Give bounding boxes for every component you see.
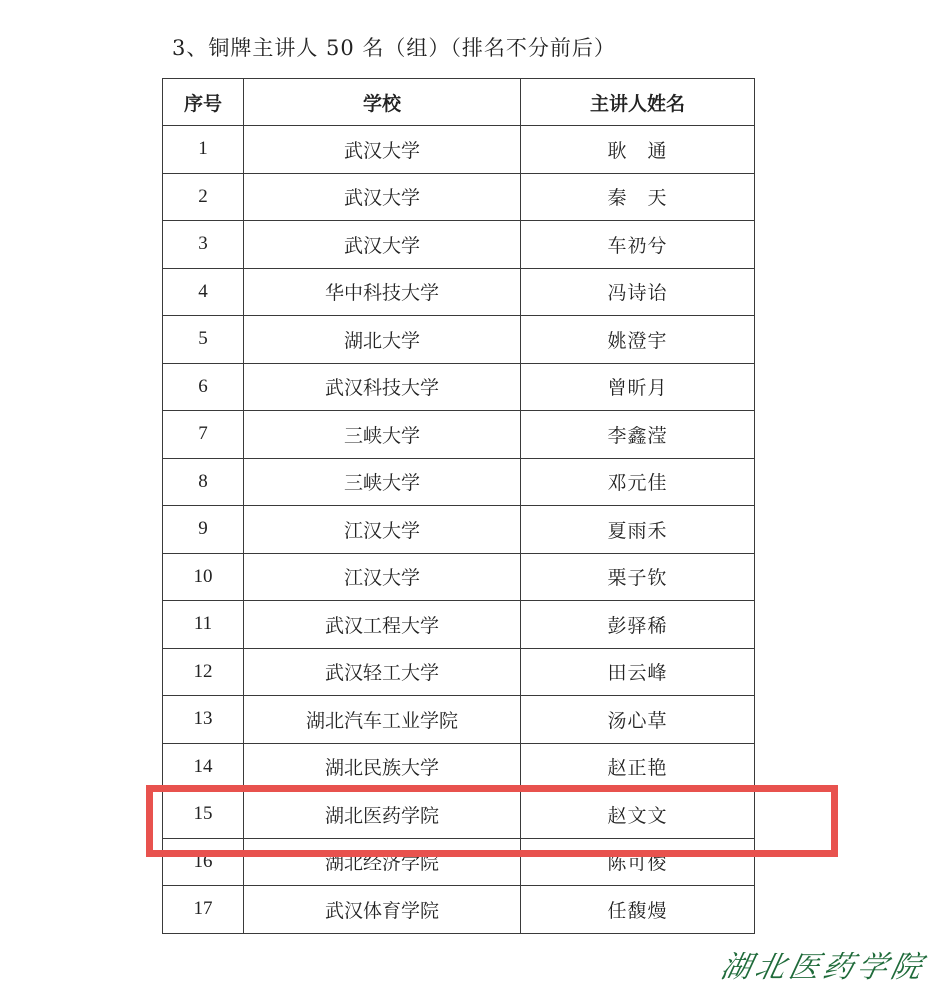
row-presenter-name: 赵正艳 xyxy=(521,743,755,791)
header-school: 学校 xyxy=(244,79,521,126)
table-row xyxy=(163,173,755,221)
row-school: 华中科技大学 xyxy=(244,268,521,316)
table-row xyxy=(163,268,755,316)
row-number: 5 xyxy=(163,316,244,364)
table-row xyxy=(163,886,755,934)
row-number: 1 xyxy=(163,126,244,174)
row-number: 2 xyxy=(163,173,244,221)
table-row xyxy=(163,126,755,174)
table-row xyxy=(163,553,755,601)
row-school: 武汉轻工大学 xyxy=(244,648,521,696)
row-number: 4 xyxy=(163,268,244,316)
row-number: 13 xyxy=(163,696,244,744)
row-presenter-name: 夏雨禾 xyxy=(521,506,755,554)
row-presenter-name: 栗子钦 xyxy=(521,553,755,601)
row-school: 武汉工程大学 xyxy=(244,601,521,649)
row-school: 湖北经济学院 xyxy=(244,838,521,886)
row-presenter-name: 赵文文 xyxy=(521,791,755,839)
row-school: 湖北医药学院 xyxy=(244,791,521,839)
row-presenter-name: 彭驿稀 xyxy=(521,601,755,649)
row-presenter-name: 耿 通 xyxy=(521,126,755,174)
row-presenter-name: 姚澄宇 xyxy=(521,316,755,364)
row-number: 10 xyxy=(163,553,244,601)
row-number: 12 xyxy=(163,648,244,696)
row-presenter-name: 秦 天 xyxy=(521,173,755,221)
row-school: 湖北大学 xyxy=(244,316,521,364)
row-school: 江汉大学 xyxy=(244,553,521,601)
row-presenter-name: 汤心草 xyxy=(521,696,755,744)
table-row xyxy=(163,221,755,269)
watermark-logo-text: 湖北医药学院 xyxy=(717,950,929,985)
row-presenter-name: 冯诗诒 xyxy=(521,268,755,316)
row-presenter-name: 陈可俊 xyxy=(521,838,755,886)
row-school: 武汉大学 xyxy=(244,221,521,269)
row-number: 15 xyxy=(163,791,244,839)
row-school: 三峡大学 xyxy=(244,458,521,506)
table-row xyxy=(163,316,755,364)
table-row xyxy=(163,648,755,696)
row-number: 11 xyxy=(163,601,244,649)
row-number: 7 xyxy=(163,411,244,459)
table-header-row xyxy=(163,79,755,126)
row-presenter-name: 任馥熳 xyxy=(521,886,755,934)
row-school: 湖北民族大学 xyxy=(244,743,521,791)
row-number: 3 xyxy=(163,221,244,269)
row-presenter-name: 邓元佳 xyxy=(521,458,755,506)
row-number: 9 xyxy=(163,506,244,554)
row-school: 湖北汽车工业学院 xyxy=(244,696,521,744)
table-row xyxy=(163,506,755,554)
row-school: 武汉科技大学 xyxy=(244,363,521,411)
header-number: 序号 xyxy=(163,79,244,126)
table-row xyxy=(163,601,755,649)
row-number: 14 xyxy=(163,743,244,791)
row-presenter-name: 李鑫滢 xyxy=(521,411,755,459)
row-number: 8 xyxy=(163,458,244,506)
row-number: 17 xyxy=(163,886,244,934)
table-row xyxy=(163,363,755,411)
row-number: 6 xyxy=(163,363,244,411)
row-school: 武汉大学 xyxy=(244,173,521,221)
bronze-award-table xyxy=(162,78,755,934)
header-presenter-name: 主讲人姓名 xyxy=(521,79,755,126)
row-school: 武汉体育学院 xyxy=(244,886,521,934)
table-row xyxy=(163,458,755,506)
row-number: 16 xyxy=(163,838,244,886)
table-row xyxy=(163,743,755,791)
row-presenter-name: 曾昕月 xyxy=(521,363,755,411)
row-presenter-name: 车礽兮 xyxy=(521,221,755,269)
row-school: 江汉大学 xyxy=(244,506,521,554)
row-school: 武汉大学 xyxy=(244,126,521,174)
page-title: 3、铜牌主讲人 50 名（组）（排名不分前后） xyxy=(172,36,616,60)
table-row xyxy=(163,838,755,886)
row-presenter-name: 田云峰 xyxy=(521,648,755,696)
table-row xyxy=(163,411,755,459)
table-row-highlighted xyxy=(163,791,755,839)
table-row xyxy=(163,696,755,744)
row-school: 三峡大学 xyxy=(244,411,521,459)
